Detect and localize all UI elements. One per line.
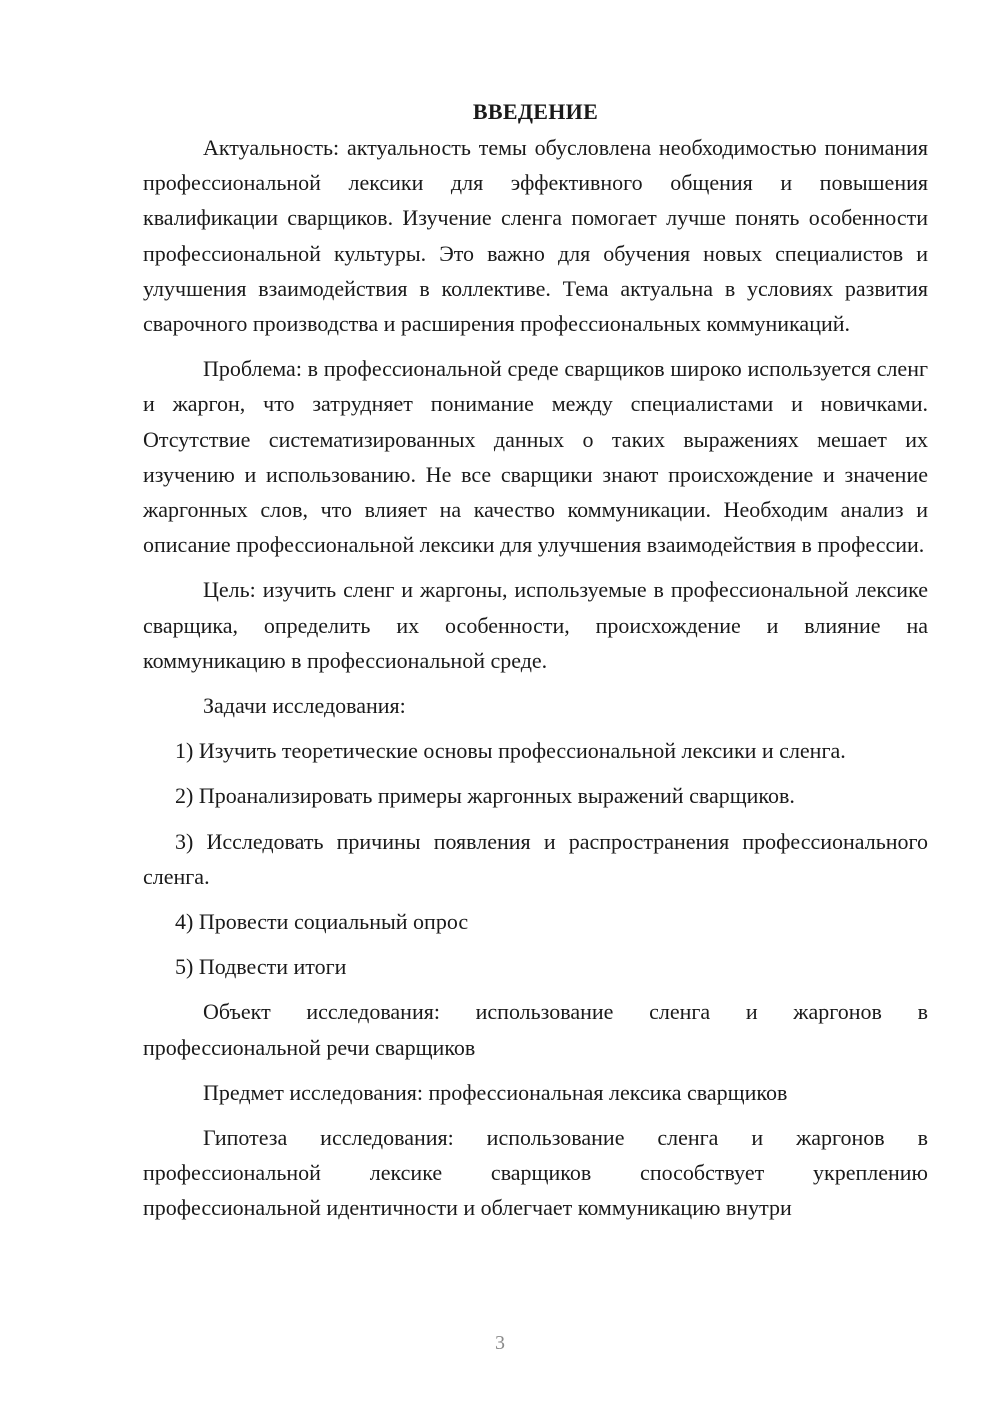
paragraph-relevance: Актуальность: актуальность темы обусловлена необходимостью понимания профессиональной лексики для эффективного общения и повышения квалификации сварщиков. Изучение сленга помогает лучше понять особенности профессиональной культуры. Это важно для обучения новых специалистов и улучшения взаимодействия в коллективе. Тема актуальна в условиях развития сварочного производства и расширения профессиональных коммуникаций. <box>143 135 928 337</box>
task-item-4: 4) Провести социальный опрос <box>175 909 469 935</box>
page-number: 3 <box>495 1332 505 1354</box>
paragraph-subject: Предмет исследования: профессиональная лексика сварщиков <box>203 1079 788 1105</box>
paragraph-goal: Цель: изучить сленг и жаргоны, используемые в профессиональной лексике сварщика, определить их особенности, происхождение и влияние на коммуникацию в профессиональной среде. <box>143 577 928 673</box>
task-item-3: 3) Исследовать причины появления и распространения профессионального сленга. <box>143 828 928 889</box>
paragraph-tasks-heading: Задачи исследования: <box>203 693 406 719</box>
paragraph-object: Объект исследования: использование сленга и жаргонов в профессиональной речи сварщиков <box>143 999 928 1060</box>
document-page <box>143 94 928 1236</box>
paragraph-hypothesis: Гипотеза исследования: использование сленга и жаргонов в профессиональной лексике сварщиков способствует укреплению профессиональной идентичности и облегчает коммуникацию внутри <box>143 1125 928 1221</box>
task-item-2: 2) Проанализировать примеры жаргонных выражений сварщиков. <box>175 783 795 809</box>
task-item-1: 1) Изучить теоретические основы профессиональной лексики и сленга. <box>175 738 846 764</box>
task-item-5: 5) Подвести итоги <box>175 954 347 980</box>
paragraph-problem: Проблема: в профессиональной среде сварщиков широко используется сленг и жаргон, что затрудняет понимание между специалистами и новичками. Отсутствие систематизированных данных о таких выражениях мешает их изучению и использованию. Не все сварщики знают происхождение и значение жаргонных слов, что влияет на качество коммуникации. Необходим анализ и описание профессиональной лексики для улучшения взаимодействия в профессии. <box>143 356 928 558</box>
page-title: ВВЕДЕНИЕ <box>472 99 599 124</box>
